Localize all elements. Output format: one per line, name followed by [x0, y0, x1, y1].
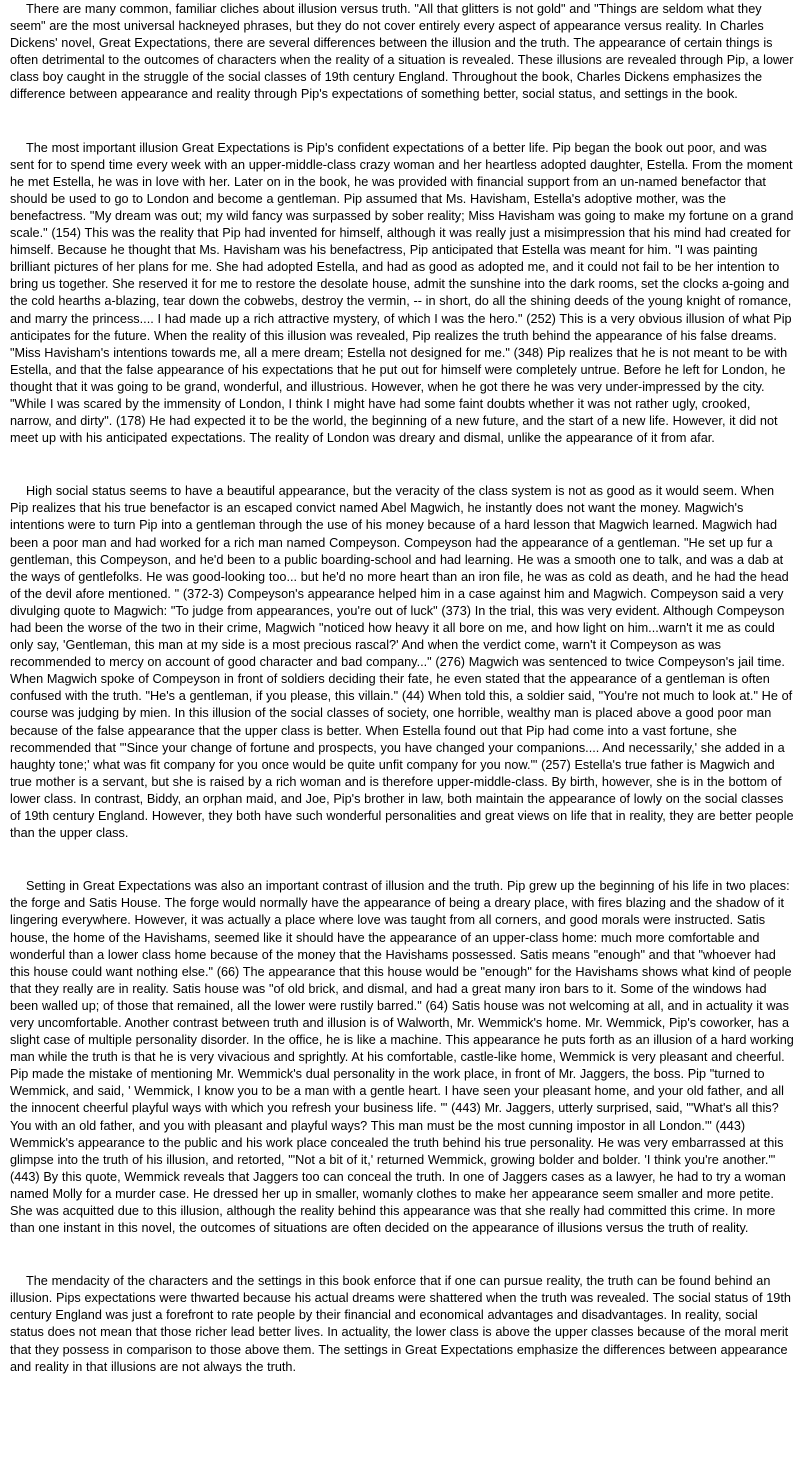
paragraph-conclusion: The mendacity of the characters and the settings in this book enforce that if one can pursue reality, the truth can be found behind an illusion. Pips expectations were thwarted because his actual dreams were shattered when the truth was revealed. The social status of 19th century England was just a forefront to rate people by their financial and economical advantages and disadvantages. In reality, social status does not mean that those richer lead better lives. In actuality, the lower class is above the upper classes because of the moral merit that they possess in comparison to those above them. The settings in Great Expectations emphasize the differences between appearance and reality in that illusions are not always the truth.: [10, 1274, 791, 1374]
paragraph-settings: Setting in Great Expectations was also an important contrast of illusion and the truth. Pip grew up the beginning of his life in two places: the forge and Satis House. The forge would normally have the appearance of being a dreary place, with fires blazing and the shadow of it lingering everywhere. However, it was actually a place where love was taught from all corners, and good morals were instructed. Satis house, the home of the Havishams, seemed like it should have the appearance of an upper-class home: much more comfortable and wonderful than a lower class home because of the money that the Havishams possessed. Satis means "enough" and that "whoever had this house could want nothing else." (66) The appearance that this house would be "enough" for the Havishams shows what kind of people that they really are in reality. Satis house was "of old brick, and dismal, and had a great many iron bars to it. Some of the windows had been walled up; of those that remained, all the lower were rustily barred." (64) Satis house was not welcoming at all, and in actuality it was very uncomfortable. Another contrast between truth and illusion is of Walworth, Mr. Wemmick's home. Mr. Wemmick, Pip's coworker, has a slight case of multiple personality disorder. In the office, he is like a machine. This appearance he puts forth as an illusion of a hard working man while the truth is that he is very vivacious and sprightly. At his comfortable, castle-like home, Wemmick is very pleasant and cheerful. Pip made the mistake of mentioning Mr. Wemmick's dual personality in the work place, in front of Mr. Jaggers, the boss. Pip "turned to Wemmick, and said, ' Wemmick, I know you to be a man with a gentle heart. I have seen your pleasant home, and your old father, and all the innocent cheerful playful ways with which you refresh your business life. '" (443) Mr. Jaggers, utterly surprised, said, "'What's all this? You with an old father, and you with pleasant and playful ways? This man must be the most cunning impostor in all London.'" (443) Wemmick's appearance to the public and his work place concealed the truth behind his true personality. He was very embarrassed at this glimpse into the truth of his illusion, and retorted, "'Not a bit of it,' returned Wemmick, growing bolder and bolder. 'I think you're another.'" (443) By this quote, Wemmick reveals that Jaggers too can conceal the truth. In one of Jaggers cases as a lawyer, he had to try a woman named Molly for a murder case. He dressed her up in smaller, womanly clothes to make her appearance seem smaller and more petite. She was acquitted due to this illusion, although the reality behind this appearance was that she really had committed this crime. In more than one instant in this novel, the outcomes of situations are often decided on the appearance of illusions versus the truth of reality.: [10, 879, 794, 1236]
paragraph-introduction: There are many common, familiar cliches about illusion versus truth. "All that glitters is not gold" and "Things are seldom what they seem" are the most universal hackneyed phrases, but they do not cover entirely every aspect of appearance versus reality. In Charles Dickens' novel, Great Expectations, there are several differences between the illusion and the truth. The appearance of certain things is often detrimental to the outcomes of characters when the reality of a situation is revealed. These illusions are revealed through Pip, a lower class boy caught in the struggle of the social classes of 19th century England. Throughout the book, Charles Dickens emphasizes the difference between appearance and reality through Pip's expectations of something better, social status, and settings in the book.: [10, 2, 794, 102]
paragraph-expectations: The most important illusion Great Expectations is Pip's confident expectations of a better life. Pip began the book out poor, and was sent for to spend time every week with an upper-middle-class crazy woman and her heartless adopted daughter, Estella. From the moment he met Estella, he was in love with her. Later on in the book, he was provided with financial support from an un-named benefactor that should be used to go to London and become a gentleman. Pip assumed that Ms. Havisham, Estella's adoptive mother, was the benefactress. "My dream was out; my wild fancy was surpassed by sober reality; Miss Havisham was going to make my fortune on a grand scale." (154) This was the reality that Pip had invented for himself, although it was really just a misimpression that his mind had created for himself. Because he thought that Ms. Havisham was his benefactress, Pip anticipated that Estella was meant for him. "I was painting brilliant pictures of her plans for me. She had adopted Estella, and had as good as adopted me, and it could not fail to be her intention to bring us together. She reserved it for me to restore the desolate house, admit the sunshine into the dark rooms, set the clocks a-going and the cold hearths a-blazing, tear down the cobwebs, destroy the vermin, -- in short, do all the shining deeds of the young knight of romance, and marry the princess.... I had made up a rich attractive mystery, of which I was the hero." (252) This is a very obvious illusion of what Pip anticipates for the future. When the reality of this illusion was revealed, Pip realizes the truth behind the appearance of his false dreams. "Miss Havisham's intentions towards me, all a mere dream; Estella not designed for me." (348) Pip realizes that he is not meant to be with Estella, and that the false appearance of his expectations that he put out for himself were completely untrue. Before he left for London, he thought that it was going to be grand, wonderful, and illustrious. However, when he got there he was very under-impressed by the city. "While I was scared by the immensity of London, I think I might have had some faint doubts whether it was not rather ugly, crooked, narrow, and dirty". (178) He had expected it to be the world, the beginning of a new future, and the start of a new life. However, it did not meet up with his anticipated expectations. The reality of London was dreary and dismal, unlike the appearance of it from afar.: [10, 140, 794, 446]
paragraph-social-status: High social status seems to have a beautiful appearance, but the veracity of the class system is not as good as it would seem. When Pip realizes that his true benefactor is an escaped convict named Abel Magwich, he instantly does not want the money. Magwich's intentions were to turn Pip into a gentleman through the use of his money because of a hard lesson that Magwich learned. Magwich had been a poor man and had worked for a rich man named Compeyson. Compeyson had the appearance of a gentleman. "He set up fur a gentleman, this Compeyson, and he'd been to a public boarding-school and had learning. He was a smooth one to talk, and was a dab at the ways of gentlefolks. He was good-looking too... but he'd no more heart than an iron file, he was as cold as death, and he had the head of the devil afore mentioned. " (372-3) Compeyson's appearance helped him in a case against him and Magwich. Compeyson said a very divulging quote to Magwich: "To judge from appearances, you're out of luck" (373) In the trial, this was very evident. Although Compeyson had been the worse of the two in their crime, Magwich "noticed how heavy it all bore on me, and how light on him...warn't it me as could only say, 'Gentleman, this man at my side is a most precious rascal?' And when the verdict come, warn't it Compeyson as was recommended to mercy on account of good character and bad company..." (276) Magwich was sentenced to twice Compeyson's jail time. When Magwich spoke of Compeyson in front of soldiers deciding their fate, he even stated that the appearance of a gentleman is often confused with the truth. "He's a gentleman, if you please, this villain." (44) When told this, a soldier said, "You're not much to look at." He of course was judging by mien. In this illusion of the social classes of society, one horrible, wealthy man is placed above a good poor man because of the false appearance that the upper class is better. When Estella found out that Pip had come into a vast fortune, she recommended that "'Since your change of fortune and prospects, you have changed your companions.... And necessarily,' she added in a haughty tone;' what was fit company for you once would be quite unfit company for you now.'" (257) Estella's true father is Magwich and true mother is a servant, but she is raised by a rich woman and is therefore upper-middle-class. By birth, however, she is in the bottom of lower class. In contrast, Biddy, an orphan maid, and Joe, Pip's brother in law, both maintain the appearance of lowly on the social classes of 19th century England. However, they both have such wonderful personalities and great views on life that in reality, they are better people than the upper class.: [10, 484, 794, 841]
